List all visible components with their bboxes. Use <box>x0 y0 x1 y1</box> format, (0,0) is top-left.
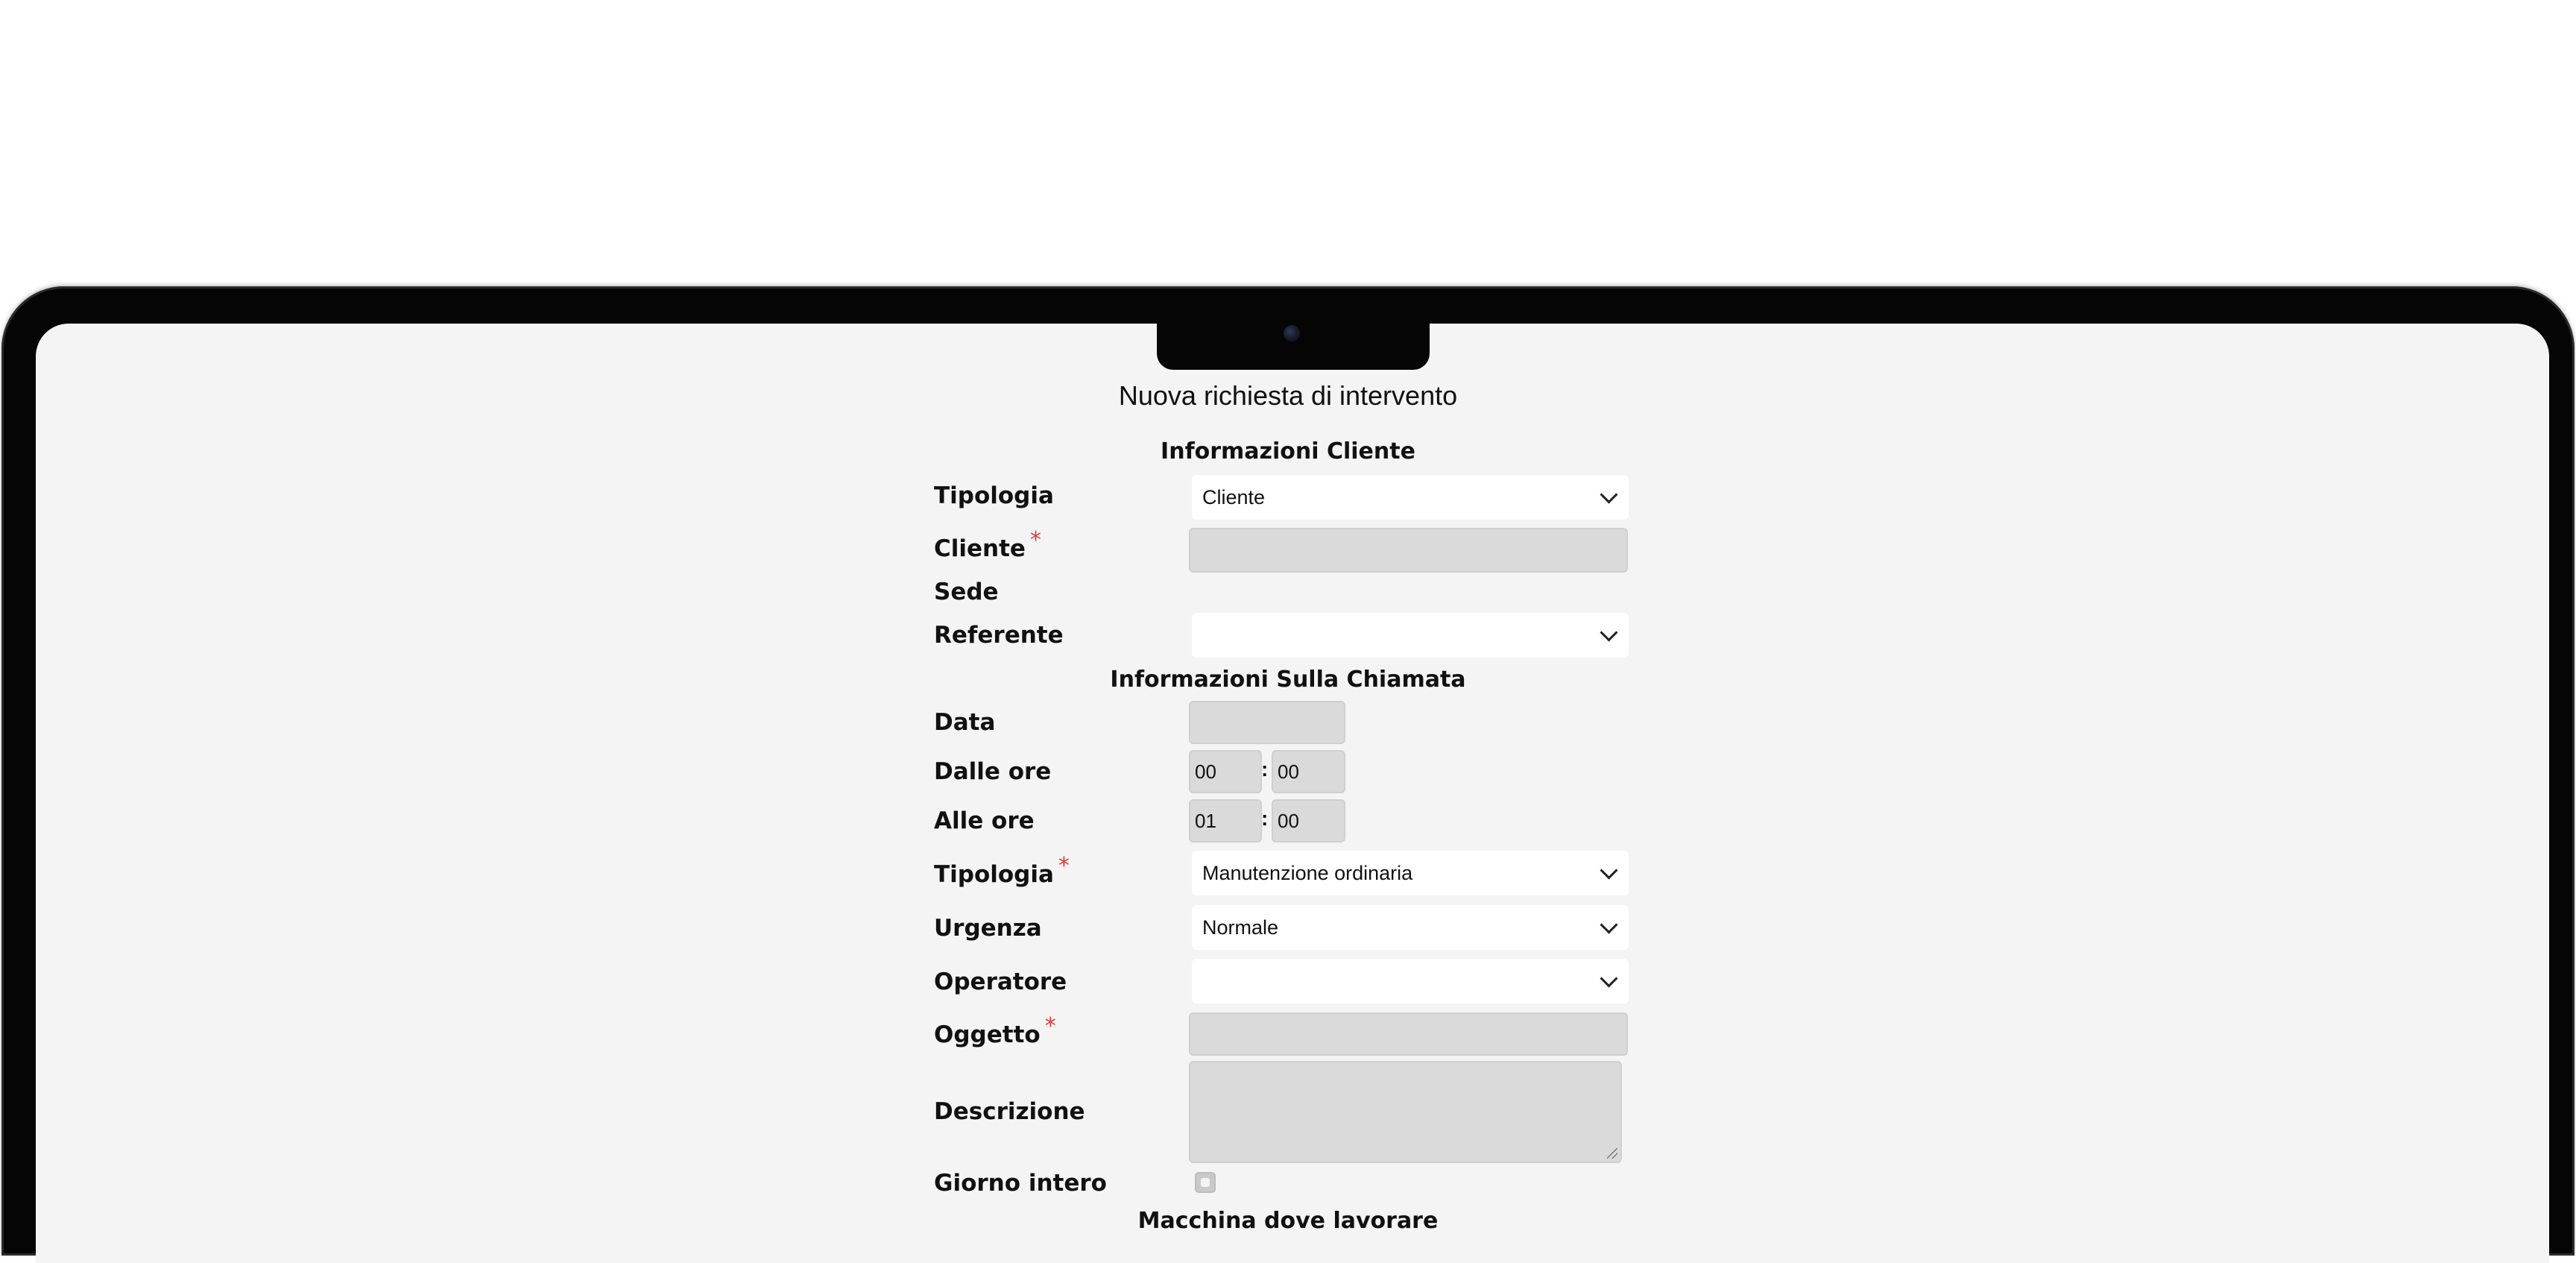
select-urgenza-value: Normale <box>1202 916 1279 939</box>
input-data[interactable] <box>1189 701 1345 744</box>
required-marker: * <box>1029 527 1041 553</box>
chevron-down-icon <box>1600 861 1617 879</box>
input-dalle-ore-hours[interactable]: 00 <box>1189 750 1262 793</box>
label-oggetto: Oggetto * <box>934 1013 1056 1048</box>
label-data: Data <box>934 709 996 736</box>
input-dalle-ore-minutes[interactable]: 00 <box>1272 750 1345 793</box>
input-cliente[interactable] <box>1189 528 1628 573</box>
chevron-down-icon <box>1600 969 1617 987</box>
select-referente[interactable] <box>1192 613 1629 658</box>
input-alle-ore-minutes[interactable]: 00 <box>1272 799 1345 842</box>
label-referente: Referente <box>934 622 1064 649</box>
required-marker: * <box>1058 853 1070 879</box>
label-giorno-intero: Giorno intero <box>934 1170 1107 1197</box>
select-tipologia-intervento[interactable] <box>1192 851 1629 895</box>
label-dalle-ore: Dalle ore <box>934 758 1052 785</box>
chevron-down-icon <box>1600 916 1617 933</box>
select-urgenza[interactable] <box>1192 905 1629 950</box>
label-tipologia-intervento: Tipologia * <box>934 853 1070 888</box>
label-urgenza: Urgenza <box>934 915 1042 942</box>
checkbox-mark-icon <box>1201 1178 1210 1187</box>
textarea-descrizione[interactable] <box>1189 1061 1622 1163</box>
time-separator: : <box>1261 807 1269 830</box>
chevron-down-icon <box>1600 623 1617 641</box>
checkbox-giorno-intero[interactable] <box>1195 1172 1216 1193</box>
input-oggetto[interactable] <box>1189 1012 1628 1056</box>
chevron-down-icon <box>1600 485 1617 503</box>
input-alle-ore-hours[interactable]: 01 <box>1189 799 1262 842</box>
select-tipologia-cliente[interactable] <box>1192 475 1629 520</box>
select-tipologia-intervento-value: Manutenzione ordinaria <box>1202 861 1413 884</box>
section-title-machine: Macchina dove lavorare <box>1137 1208 1439 1234</box>
label-sede: Sede <box>934 579 999 605</box>
required-marker: * <box>1044 1013 1056 1039</box>
section-title-client-info: Informazioni Cliente <box>1161 438 1415 464</box>
label-operatore: Operatore <box>934 968 1067 995</box>
label-alle-ore: Alle ore <box>934 807 1035 834</box>
resize-handle-icon[interactable] <box>1607 1148 1617 1159</box>
time-separator: : <box>1261 758 1269 781</box>
select-operatore[interactable] <box>1192 959 1629 1004</box>
label-tipologia-cliente: Tipologia <box>934 482 1054 509</box>
section-title-call-info: Informazioni Sulla Chiamata <box>1110 667 1466 693</box>
camera-icon <box>1284 325 1300 341</box>
label-cliente: Cliente * <box>934 527 1041 562</box>
page-title: Nuova richiesta di intervento <box>1118 380 1458 411</box>
select-tipologia-cliente-value: Cliente <box>1202 485 1266 508</box>
label-descrizione: Descrizione <box>934 1098 1085 1125</box>
